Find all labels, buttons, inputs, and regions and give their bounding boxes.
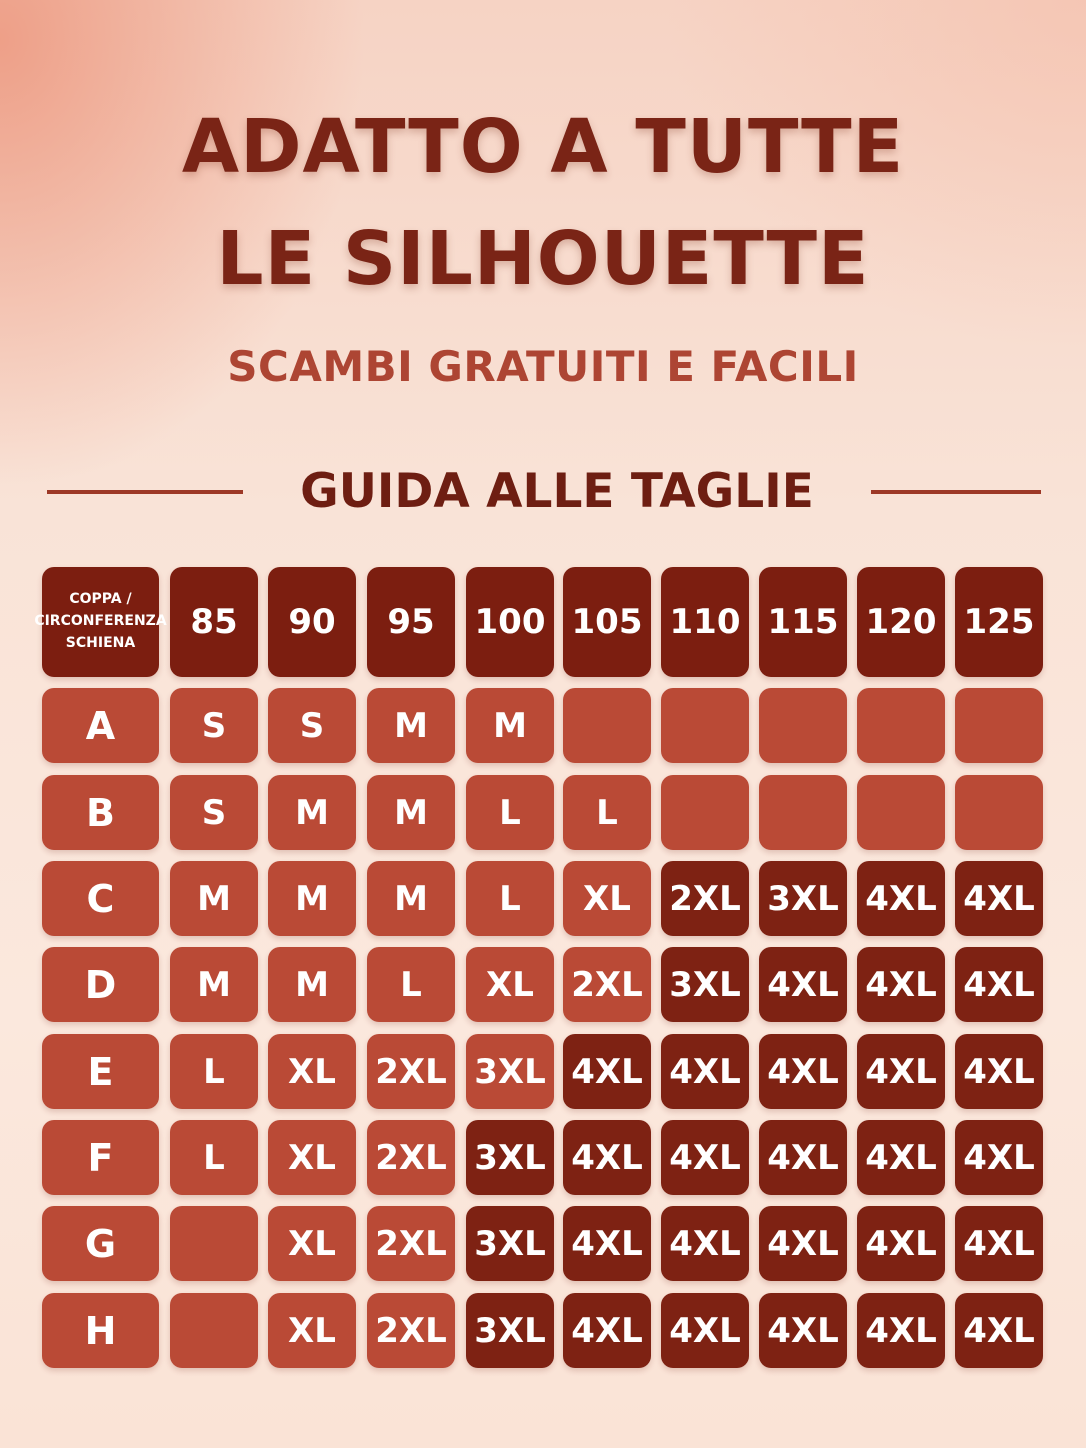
size-cell: XL bbox=[563, 861, 651, 936]
size-cell: 2XL bbox=[367, 1206, 455, 1281]
row-header-B: B bbox=[42, 775, 159, 850]
size-cell: 3XL bbox=[661, 947, 749, 1022]
size-cell: 4XL bbox=[759, 1293, 847, 1368]
size-cell: XL bbox=[268, 1293, 356, 1368]
size-cell-empty bbox=[955, 688, 1043, 763]
size-cell-empty bbox=[857, 775, 945, 850]
size-cell: M bbox=[367, 861, 455, 936]
size-cell: 4XL bbox=[955, 861, 1043, 936]
size-cell-empty bbox=[759, 775, 847, 850]
size-cell: 4XL bbox=[563, 1206, 651, 1281]
corner-header-line: COPPA / bbox=[69, 591, 132, 608]
size-cell: M bbox=[268, 861, 356, 936]
size-cell: M bbox=[170, 861, 258, 936]
size-guide-heading bbox=[0, 462, 1086, 522]
size-cell: M bbox=[268, 947, 356, 1022]
size-cell: S bbox=[170, 775, 258, 850]
size-cell-empty bbox=[563, 688, 651, 763]
size-cell: 4XL bbox=[955, 947, 1043, 1022]
size-cell: L bbox=[367, 947, 455, 1022]
size-cell: L bbox=[170, 1120, 258, 1195]
divider-right bbox=[871, 490, 1041, 494]
size-cell: 4XL bbox=[759, 1120, 847, 1195]
size-cell: 4XL bbox=[563, 1293, 651, 1368]
size-cell-empty bbox=[759, 688, 847, 763]
row-header-E: E bbox=[42, 1034, 159, 1109]
size-cell: 4XL bbox=[857, 1034, 945, 1109]
corner-header bbox=[34, 567, 167, 677]
size-cell: 4XL bbox=[955, 1034, 1043, 1109]
size-cell: 4XL bbox=[563, 1034, 651, 1109]
corner-header-line: CIRCONFERENZA bbox=[34, 613, 167, 630]
size-cell: 4XL bbox=[857, 947, 945, 1022]
column-header-115: 115 bbox=[759, 567, 847, 677]
size-cell: 3XL bbox=[466, 1293, 554, 1368]
size-cell: XL bbox=[268, 1206, 356, 1281]
size-cell: XL bbox=[268, 1120, 356, 1195]
row-header-A: A bbox=[42, 688, 159, 763]
size-cell-empty bbox=[170, 1293, 258, 1368]
size-cell-empty bbox=[857, 688, 945, 763]
size-cell: M bbox=[268, 775, 356, 850]
column-header-85: 85 bbox=[170, 567, 258, 677]
size-cell: 4XL bbox=[759, 1206, 847, 1281]
size-cell: 2XL bbox=[367, 1293, 455, 1368]
row-header-C: C bbox=[42, 861, 159, 936]
column-header-105: 105 bbox=[563, 567, 651, 677]
size-guide-title: GUIDA ALLE TAGLIE bbox=[300, 464, 814, 519]
size-cell-empty bbox=[661, 688, 749, 763]
page-title-line-1: ADATTO A TUTTE bbox=[181, 104, 905, 190]
size-cell: XL bbox=[268, 1034, 356, 1109]
size-cell: M bbox=[367, 775, 455, 850]
column-header-95: 95 bbox=[367, 567, 455, 677]
column-header-120: 120 bbox=[857, 567, 945, 677]
row-header-D: D bbox=[42, 947, 159, 1022]
column-header-90: 90 bbox=[268, 567, 356, 677]
size-cell: L bbox=[563, 775, 651, 850]
column-header-125: 125 bbox=[955, 567, 1043, 677]
size-cell: M bbox=[367, 688, 455, 763]
size-cell: 3XL bbox=[466, 1120, 554, 1195]
size-cell: 3XL bbox=[759, 861, 847, 936]
size-cell: 3XL bbox=[466, 1206, 554, 1281]
size-cell: 4XL bbox=[857, 861, 945, 936]
size-cell: L bbox=[170, 1034, 258, 1109]
size-cell: 4XL bbox=[661, 1206, 749, 1281]
size-cell: 4XL bbox=[661, 1293, 749, 1368]
size-cell-empty bbox=[661, 775, 749, 850]
size-cell: 4XL bbox=[759, 947, 847, 1022]
size-cell: 4XL bbox=[661, 1120, 749, 1195]
column-header-110: 110 bbox=[661, 567, 749, 677]
size-cell: L bbox=[466, 775, 554, 850]
size-cell: 2XL bbox=[367, 1034, 455, 1109]
size-cell: 4XL bbox=[857, 1206, 945, 1281]
size-cell: 4XL bbox=[955, 1206, 1043, 1281]
size-cell: 4XL bbox=[857, 1120, 945, 1195]
size-cell: M bbox=[466, 688, 554, 763]
size-cell: 4XL bbox=[857, 1293, 945, 1368]
size-cell-empty bbox=[170, 1206, 258, 1281]
size-cell: 2XL bbox=[367, 1120, 455, 1195]
size-cell-empty bbox=[955, 775, 1043, 850]
size-cell: 4XL bbox=[955, 1293, 1043, 1368]
size-cell: 4XL bbox=[661, 1034, 749, 1109]
corner-header-line: SCHIENA bbox=[65, 634, 136, 651]
size-cell: M bbox=[170, 947, 258, 1022]
size-cell: S bbox=[268, 688, 356, 763]
page-title-line-2: LE SILHOUETTE bbox=[216, 216, 870, 302]
subtitle: SCAMBI GRATUITI E FACILI bbox=[227, 342, 859, 391]
size-cell: L bbox=[466, 861, 554, 936]
size-cell: 4XL bbox=[563, 1120, 651, 1195]
size-cell: XL bbox=[466, 947, 554, 1022]
row-header-H: H bbox=[42, 1293, 159, 1368]
row-header-F: F bbox=[42, 1120, 159, 1195]
divider-left bbox=[47, 490, 243, 494]
size-cell: 3XL bbox=[466, 1034, 554, 1109]
size-cell: 2XL bbox=[563, 947, 651, 1022]
column-header-100: 100 bbox=[466, 567, 554, 677]
size-cell: 4XL bbox=[955, 1120, 1043, 1195]
size-cell: 2XL bbox=[661, 861, 749, 936]
row-header-G: G bbox=[42, 1206, 159, 1281]
size-cell: S bbox=[170, 688, 258, 763]
size-cell: 4XL bbox=[759, 1034, 847, 1109]
